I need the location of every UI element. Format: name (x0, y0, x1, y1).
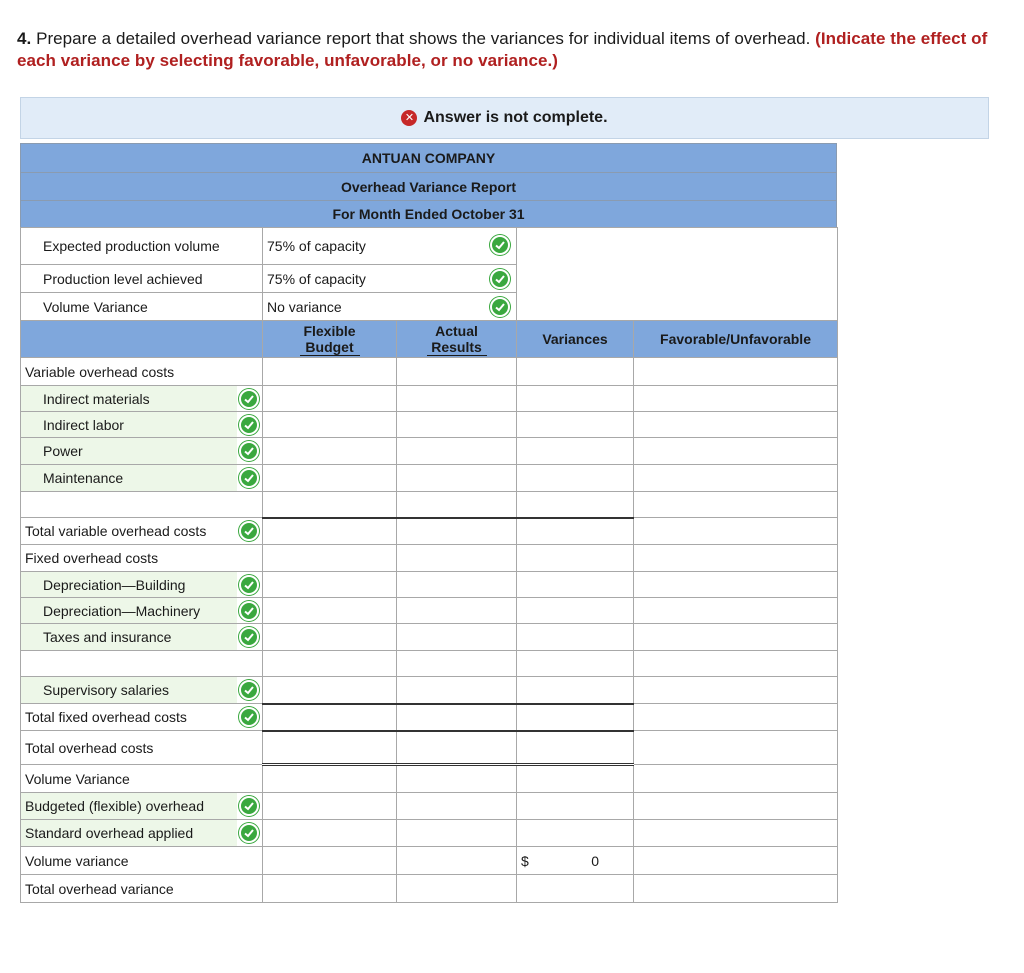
volume-variance-section-header: Volume Variance (21, 765, 263, 793)
select-cell[interactable] (634, 651, 838, 677)
input-cell[interactable] (263, 624, 397, 651)
select-cell[interactable] (634, 624, 838, 651)
input-cell[interactable] (517, 386, 634, 412)
check-icon (239, 389, 259, 409)
var-item-indirect-labor[interactable]: Indirect labor (21, 412, 237, 438)
input-cell[interactable] (263, 386, 397, 412)
volume-variance-label: Volume Variance (21, 293, 263, 321)
company-name: ANTUAN COMPANY (20, 143, 837, 172)
input-cell[interactable] (517, 624, 634, 651)
input-cell[interactable] (397, 875, 517, 903)
var-item-indirect-materials[interactable]: Indirect materials (21, 386, 237, 412)
input-cell[interactable] (263, 492, 397, 518)
check-icon (239, 441, 259, 461)
col-flexible-budget: Flexible Budget (263, 321, 397, 358)
input-cell[interactable] (397, 438, 517, 465)
input-cell[interactable] (397, 731, 517, 765)
expected-volume-select[interactable] (263, 228, 517, 265)
achieved-volume-select[interactable] (263, 265, 517, 293)
volume-variance-row-label: Volume variance (21, 847, 263, 875)
expected-volume-label: Expected production volume (21, 228, 263, 265)
input-cell[interactable] (263, 518, 397, 545)
check-icon (239, 601, 259, 621)
total-fixed-overhead-label[interactable]: Total fixed overhead costs (21, 704, 237, 731)
col-variances: Variances (517, 321, 634, 358)
input-cell[interactable] (517, 651, 634, 677)
input-cell[interactable] (263, 793, 397, 820)
blank-label-cell[interactable] (21, 651, 263, 677)
standard-overhead-applied-label[interactable]: Standard overhead applied (21, 820, 237, 847)
check-icon (490, 269, 510, 289)
check-icon (239, 796, 259, 816)
select-cell[interactable] (634, 704, 838, 731)
select-cell[interactable] (634, 438, 838, 465)
fixed-item-depreciation-building[interactable]: Depreciation—Building (21, 572, 237, 598)
select-cell[interactable] (634, 677, 838, 704)
check-icon (239, 627, 259, 647)
check-icon (239, 521, 259, 541)
input-cell[interactable] (263, 847, 397, 875)
input-cell[interactable] (517, 731, 634, 765)
input-cell[interactable] (397, 572, 517, 598)
check-icon (490, 235, 510, 255)
select-cell[interactable] (634, 875, 838, 903)
select-cell[interactable] (634, 598, 838, 624)
input-cell[interactable] (263, 438, 397, 465)
question-number: 4. (17, 29, 32, 48)
total-overhead-variance-label: Total overhead variance (21, 875, 263, 903)
select-cell[interactable] (634, 847, 838, 875)
input-cell[interactable] (263, 677, 397, 704)
input-cell[interactable] (517, 677, 634, 704)
select-cell[interactable] (634, 572, 838, 598)
check-icon (239, 823, 259, 843)
check-icon (239, 707, 259, 727)
currency-symbol: $ (521, 852, 529, 869)
fixed-item-supervisory-salaries[interactable]: Supervisory salaries (21, 677, 237, 704)
input-cell[interactable] (263, 820, 397, 847)
input-cell[interactable] (397, 677, 517, 704)
input-cell[interactable] (263, 572, 397, 598)
select-cell[interactable] (634, 731, 838, 765)
report-title: Overhead Variance Report (20, 172, 837, 200)
budgeted-flexible-overhead-label[interactable]: Budgeted (flexible) overhead (21, 793, 237, 820)
select-cell[interactable] (634, 412, 838, 438)
check-icon (490, 297, 510, 317)
input-cell[interactable] (517, 793, 634, 820)
input-cell[interactable] (263, 598, 397, 624)
question-body: Prepare a detailed overhead variance report that shows the variances for individual items of overhead. (36, 29, 811, 48)
select-cell[interactable] (634, 386, 838, 412)
select-cell[interactable] (634, 518, 838, 545)
select-cell[interactable] (634, 492, 838, 518)
check-icon (239, 575, 259, 595)
input-cell[interactable] (397, 820, 517, 847)
input-cell[interactable] (517, 875, 634, 903)
input-cell[interactable] (517, 704, 634, 731)
input-cell[interactable] (263, 731, 397, 765)
input-cell[interactable] (397, 518, 517, 545)
input-cell[interactable] (517, 412, 634, 438)
select-cell[interactable] (634, 465, 838, 492)
answer-status-banner (20, 97, 989, 139)
var-item-maintenance[interactable]: Maintenance (21, 465, 237, 492)
input-cell[interactable] (263, 465, 397, 492)
input-cell[interactable] (517, 438, 634, 465)
input-cell[interactable] (397, 465, 517, 492)
variable-overhead-header: Variable overhead costs (21, 358, 263, 386)
volume-variance-select[interactable] (263, 293, 517, 321)
total-overhead-costs-label: Total overhead costs (21, 731, 263, 765)
report-table (20, 227, 838, 903)
input-cell[interactable] (397, 412, 517, 438)
input-cell[interactable] (397, 704, 517, 731)
input-cell[interactable] (517, 518, 634, 545)
report-period: For Month Ended October 31 (20, 200, 837, 227)
overhead-variance-report (20, 143, 837, 903)
input-cell[interactable] (517, 492, 634, 518)
input-cell[interactable] (517, 820, 634, 847)
incorrect-icon: ✕ (401, 110, 417, 126)
check-icon (239, 468, 259, 488)
var-item-power[interactable]: Power (21, 438, 237, 465)
select-cell[interactable] (634, 820, 838, 847)
input-cell[interactable] (397, 651, 517, 677)
fixed-overhead-header: Fixed overhead costs (21, 545, 263, 572)
input-cell[interactable] (397, 598, 517, 624)
input-cell[interactable] (517, 572, 634, 598)
input-cell[interactable] (517, 465, 634, 492)
select-cell[interactable] (634, 793, 838, 820)
col-actual-results: Actual Results (397, 321, 517, 358)
input-cell[interactable] (517, 598, 634, 624)
question-instruction: (Indicate the effect of each variance by selecting favorable, unfavorable, or no variance.) (17, 29, 988, 70)
volume-variance-value: No variance (267, 298, 342, 315)
achieved-volume-value: 75% of capacity (267, 270, 366, 287)
check-icon (239, 415, 259, 435)
blank-label-cell[interactable] (21, 492, 263, 518)
input-cell[interactable] (397, 386, 517, 412)
volume-variance-amount[interactable] (517, 847, 634, 875)
volume-variance-value-amount: 0 (591, 852, 600, 869)
total-variable-overhead-label[interactable]: Total variable overhead costs (21, 518, 237, 545)
input-cell[interactable] (397, 847, 517, 875)
expected-volume-value: 75% of capacity (267, 238, 366, 254)
col-favorable-unfavorable: Favorable/Unfavorable (634, 321, 838, 358)
input-cell[interactable] (263, 875, 397, 903)
input-cell[interactable] (397, 793, 517, 820)
achieved-volume-label: Production level achieved (21, 265, 263, 293)
input-cell[interactable] (263, 412, 397, 438)
check-icon (239, 680, 259, 700)
fixed-item-depreciation-machinery[interactable]: Depreciation—Machinery (21, 598, 237, 624)
input-cell[interactable] (263, 651, 397, 677)
input-cell[interactable] (397, 624, 517, 651)
fixed-item-taxes-insurance[interactable]: Taxes and insurance (21, 624, 237, 651)
question-text (17, 28, 1017, 72)
input-cell[interactable] (263, 704, 397, 731)
answer-status-text: Answer is not complete. (423, 109, 608, 126)
input-cell[interactable] (397, 492, 517, 518)
